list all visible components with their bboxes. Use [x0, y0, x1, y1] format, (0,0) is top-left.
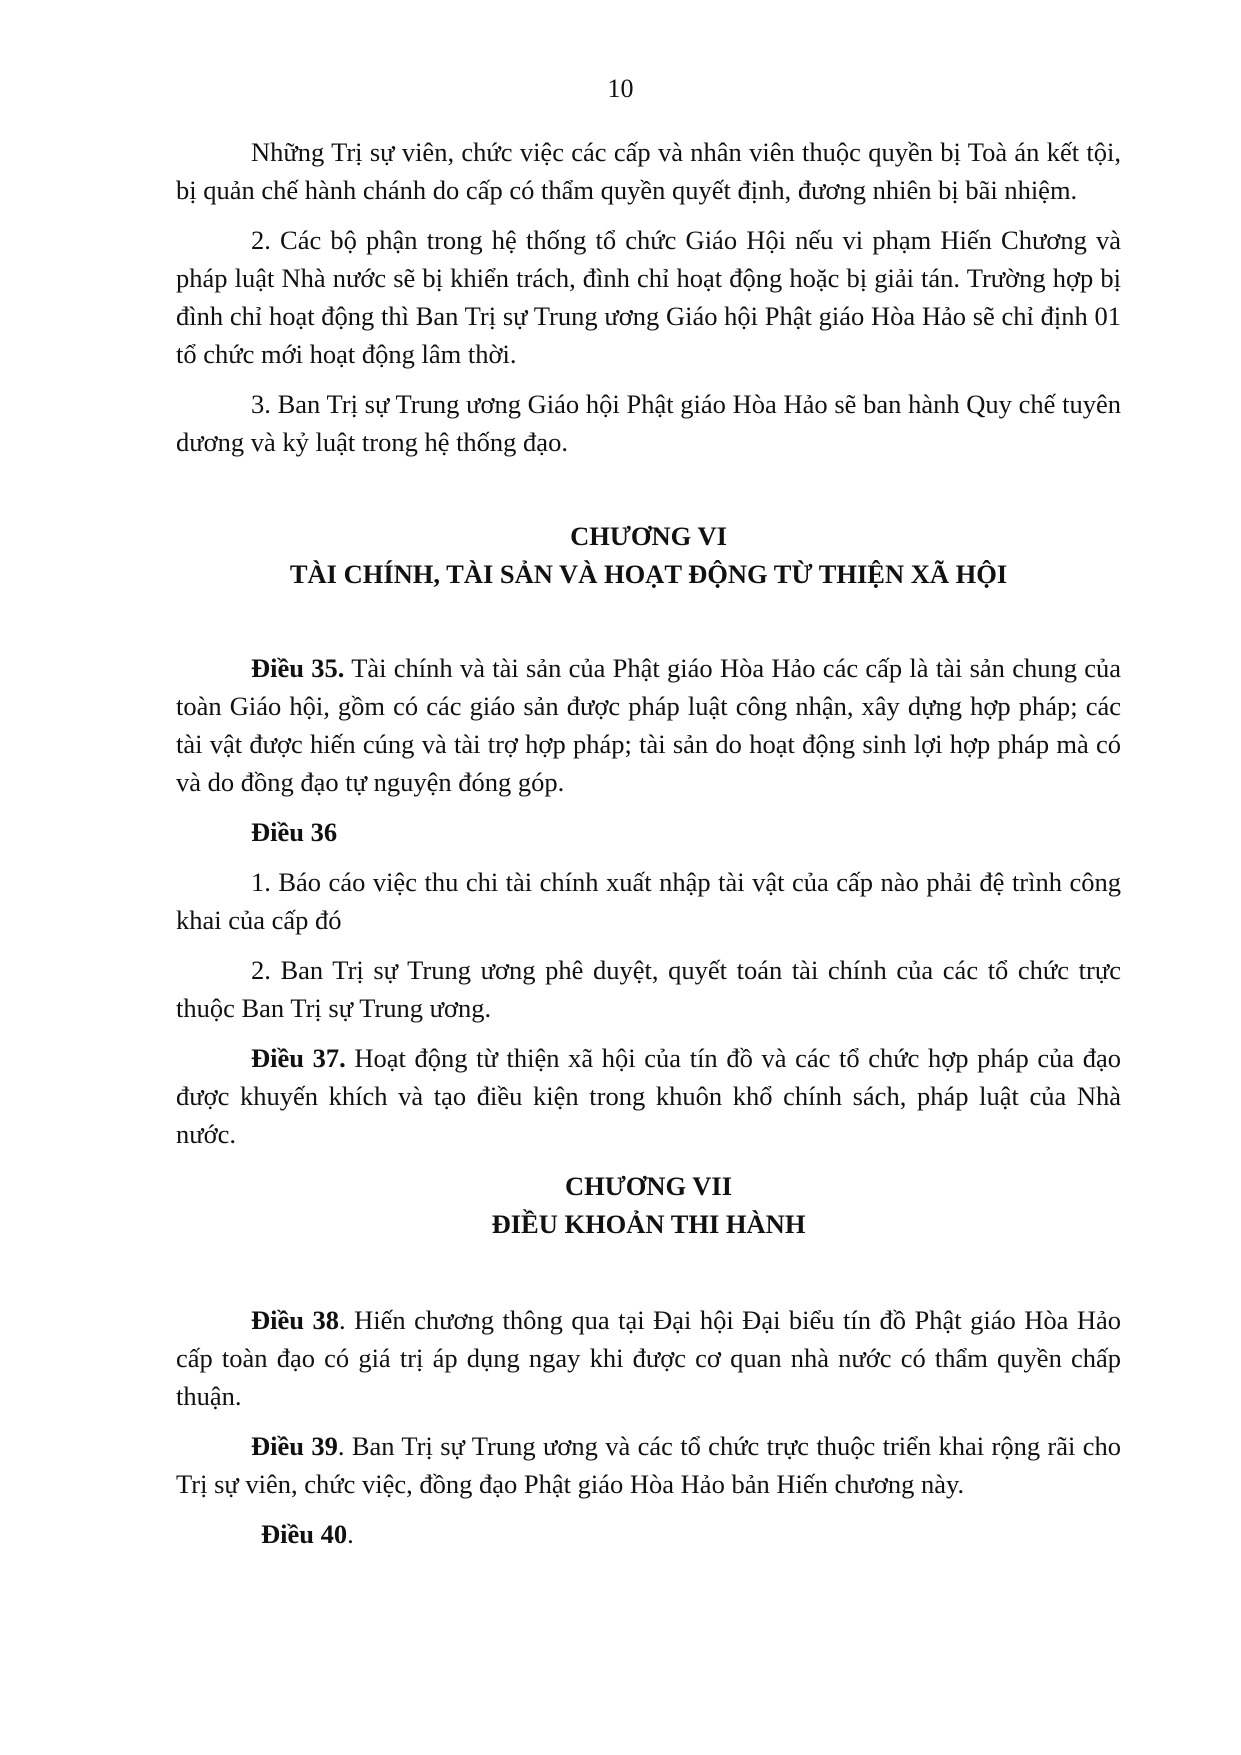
article-35-text: Tài chính và tài sản của Phật giáo Hòa Hảo các cấp là tài sản chung của toàn Giáo hội, gồm có các giáo sản được pháp luật công nhận, xây dựng hợp pháp; các tài vật được hiến cúng và tài trợ hợp pháp; tài sản do hoạt động sinh lợi hợp pháp mà có và do đồng đạo tự nguyện đóng góp. — [176, 653, 1122, 797]
chapter-7-number: CHƯƠNG VII — [564, 1171, 733, 1201]
paragraph-dismissal: Những Trị sự viên, chức việc các cấp và nhân viên thuộc quyền bị Toà án kết tội, bị quản chế hành chánh do cấp có thẩm quyền quyết định, đương nhiên bị bãi nhiệm. — [176, 137, 1121, 205]
article-40-label: Điều 40 — [261, 1519, 348, 1549]
article-35-label: Điều 35. — [251, 653, 345, 683]
article-36-item-2: 2. Ban Trị sự Trung ương phê duyệt, quyết toán tài chính của các tổ chức trực thuộc Ban Trị sự Trung ương. — [176, 955, 1121, 1023]
page-number: 10 — [607, 74, 634, 103]
chapter-6-number: CHƯƠNG VI — [570, 521, 727, 551]
article-38 — [176, 1301, 1121, 1415]
paragraph-item-2: 2. Các bộ phận trong hệ thống tổ chức Giáo Hội nếu vi phạm Hiến Chương và pháp luật Nhà nước sẽ bị khiển trách, đình chỉ hoạt động hoặc bị giải tán. Trường hợp bị đình chỉ hoạt động thì Ban Trị sự Trung ương Giáo hội Phật giáo Hòa Hảo sẽ chỉ định 01 tổ chức mới hoạt động lâm thời. — [176, 225, 1121, 369]
paragraph-item-3: 3. Ban Trị sự Trung ương Giáo hội Phật giáo Hòa Hảo sẽ ban hành Quy chế tuyên dương và kỷ luật trong hệ thống đạo. — [176, 389, 1121, 457]
chapter-7-title: ĐIỀU KHOẢN THI HÀNH — [491, 1209, 806, 1239]
article-37-text: Hoạt động từ thiện xã hội của tín đồ và các tổ chức hợp pháp của đạo được khuyến khích và tạo điều kiện trong khuôn khổ chính sách, pháp luật của Nhà nước. — [176, 1043, 1121, 1149]
article-40-text: . — [347, 1519, 354, 1549]
article-35 — [176, 649, 1121, 801]
document-body — [176, 133, 1121, 1553]
article-40 — [176, 1515, 1121, 1553]
article-39-label: Điều 39 — [251, 1431, 338, 1461]
article-36-item-1: 1. Báo cáo việc thu chi tài chính xuất nhập tài vật của cấp nào phải đệ trình công khai của cấp đó — [176, 867, 1121, 935]
article-38-text: . Hiến chương thông qua tại Đại hội Đại biểu tín đồ Phật giáo Hòa Hảo cấp toàn đạo có giá trị áp dụng ngay khi được cơ quan nhà nước có thẩm quyền chấp thuận. — [176, 1305, 1121, 1411]
article-39 — [176, 1427, 1121, 1503]
article-36-label: Điều 36 — [251, 817, 338, 847]
chapter-6-title: TÀI CHÍNH, TÀI SẢN VÀ HOẠT ĐỘNG TỪ THIỆN XÃ HỘI — [289, 559, 1008, 589]
article-37-label: Điều 37. — [251, 1043, 346, 1073]
article-39-text: . Ban Trị sự Trung ương và các tổ chức trực thuộc triển khai rộng rãi cho Trị sự viên, chức việc, đồng đạo Phật giáo Hòa Hảo bản Hiến chương này. — [176, 1431, 1121, 1499]
article-37 — [176, 1039, 1121, 1153]
article-38-label: Điều 38 — [251, 1305, 339, 1335]
